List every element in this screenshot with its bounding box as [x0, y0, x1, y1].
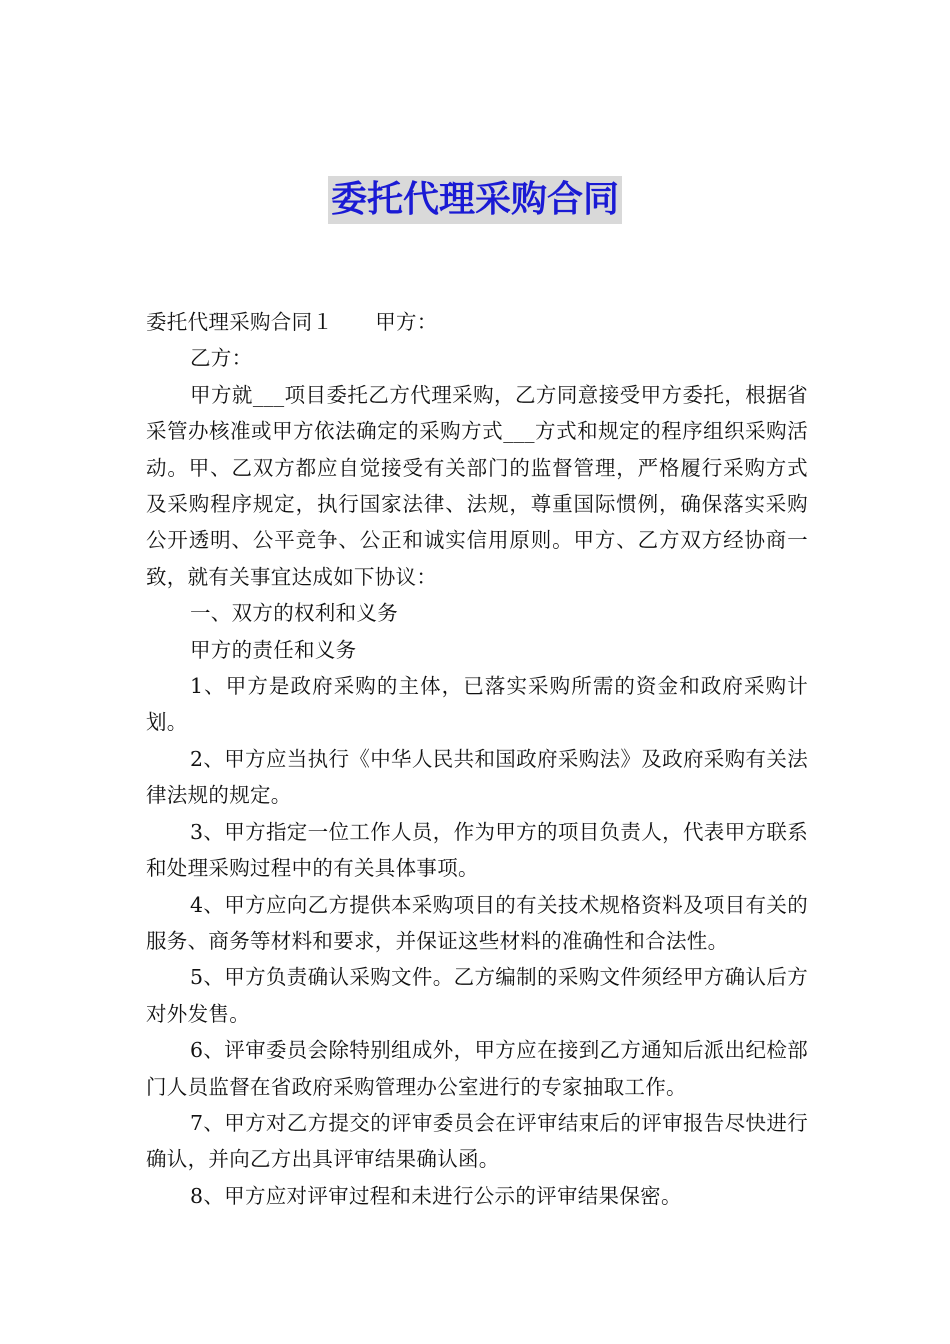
clause-paragraph: 6、评审委员会除特别组成外，甲方应在接到乙方通知后派出纪检部门人员监督在省政府采购管理办公室进行的专家抽取工作。 [146, 1038, 808, 1099]
title-container [0, 176, 950, 224]
clause-paragraph: 2、甲方应当执行《中华人民共和国政府采购法》及政府采购有关法律法规的规定。 [146, 746, 808, 808]
clause-paragraph: 8、甲方应对评审过程和未进行公示的评审结果保密。 [190, 1183, 682, 1208]
clause-paragraph: 3、甲方指定一位工作人员，作为甲方的项目负责人，代表甲方联系和处理采购过程中的有关具体事项。 [146, 819, 808, 881]
party-a-label: 甲方： [375, 310, 438, 334]
subsection-heading: 甲方的责任和义务 [190, 637, 357, 662]
preamble-paragraph: 甲方就___项目委托乙方代理采购，乙方同意接受甲方委托，根据省采管办核准或甲方依法确定的采购方式___方式和规定的程序组织采购活动。甲、乙双方都应自觉接受有关部门的监督管理，严格履行采购方式及采购程序规定，执行国家法律、法规，尊重国际惯例，确保落实采购公开透明、公平竞争、公正和诚实信用原则。甲方、乙方双方经协商一致，就有关事宜达成如下协议： [146, 382, 808, 589]
clause-paragraph: 4、甲方应向乙方提供本采购项目的有关技术规格资料及项目有关的服务、商务等材料和要求，并保证这些材料的准确性和合法性。 [146, 892, 808, 953]
clause-paragraph: 5、甲方负责确认采购文件。乙方编制的采购文件须经甲方确认后方对外发售。 [146, 965, 808, 1026]
document-body [146, 304, 808, 1214]
section-heading: 一、双方的权利和义务 [190, 601, 398, 626]
clause-paragraph: 1、甲方是政府采购的主体，已落实采购所需的资金和政府采购计划。 [146, 674, 808, 735]
heading-line [146, 304, 808, 340]
contract-heading: 委托代理采购合同１ [146, 310, 334, 334]
document-title: 委托代理采购合同 [328, 176, 622, 224]
party-b-label: 乙方： [190, 346, 253, 371]
clause-paragraph: 7、甲方对乙方提交的评审委员会在评审结束后的评审报告尽快进行确认，并向乙方出具评审结果确认函。 [146, 1110, 808, 1172]
